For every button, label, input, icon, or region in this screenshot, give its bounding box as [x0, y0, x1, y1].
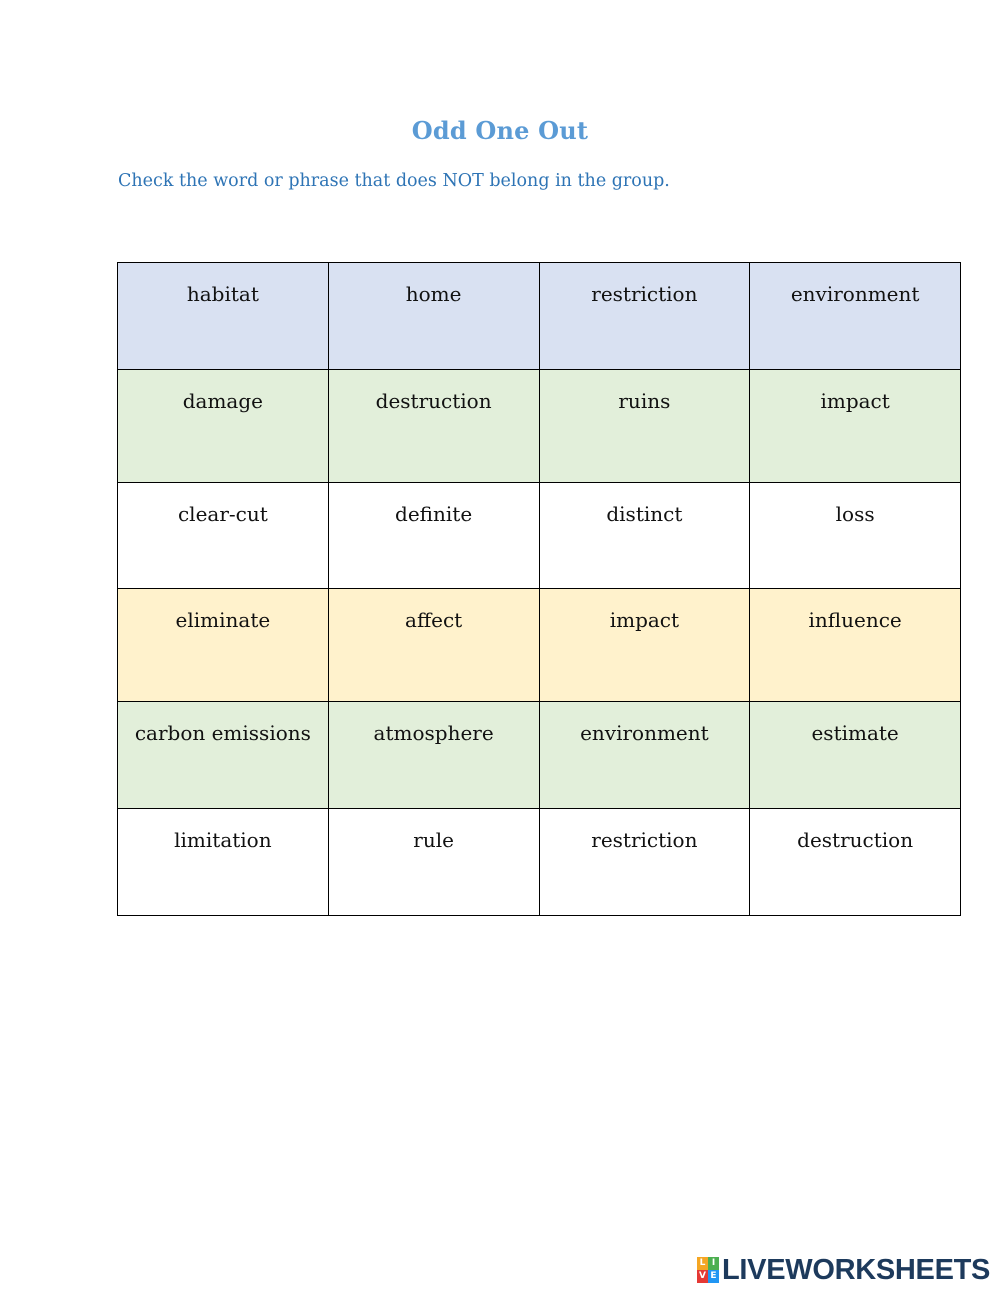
- word-option[interactable]: influence: [750, 589, 961, 702]
- table-row: [118, 370, 961, 483]
- word-option[interactable]: loss: [750, 483, 961, 589]
- logo-mark-letter: L: [697, 1257, 708, 1270]
- table-row: [118, 589, 961, 702]
- logo-mark-letter: I: [708, 1257, 719, 1270]
- word-option[interactable]: impact: [750, 370, 961, 483]
- word-option[interactable]: limitation: [118, 809, 329, 916]
- word-option[interactable]: estimate: [750, 702, 961, 809]
- word-option[interactable]: impact: [539, 589, 750, 702]
- table-row: [118, 809, 961, 916]
- odd-one-out-table: [117, 262, 961, 916]
- word-option[interactable]: clear-cut: [118, 483, 329, 589]
- table-row: [118, 263, 961, 370]
- liveworksheets-logo-icon: [697, 1257, 719, 1283]
- word-option[interactable]: carbon emissions: [118, 702, 329, 809]
- word-option[interactable]: ruins: [539, 370, 750, 483]
- word-option[interactable]: definite: [328, 483, 539, 589]
- word-option[interactable]: damage: [118, 370, 329, 483]
- word-option[interactable]: affect: [328, 589, 539, 702]
- word-option[interactable]: home: [328, 263, 539, 370]
- word-option[interactable]: environment: [539, 702, 750, 809]
- word-option[interactable]: restriction: [539, 263, 750, 370]
- liveworksheets-logo: [697, 1254, 990, 1286]
- page-title: Odd One Out: [411, 116, 589, 145]
- word-option[interactable]: environment: [750, 263, 961, 370]
- word-option[interactable]: destruction: [750, 809, 961, 916]
- word-option[interactable]: destruction: [328, 370, 539, 483]
- word-option[interactable]: habitat: [118, 263, 329, 370]
- table-row: [118, 483, 961, 589]
- logo-mark-letter: V: [697, 1270, 708, 1283]
- table-row: [118, 702, 961, 809]
- logo-mark-letter: E: [708, 1270, 719, 1283]
- instruction-text: Check the word or phrase that does NOT belong in the group.: [118, 171, 670, 191]
- logo-text: LIVEWORKSHEETS: [722, 1253, 991, 1286]
- word-option[interactable]: distinct: [539, 483, 750, 589]
- word-option[interactable]: atmosphere: [328, 702, 539, 809]
- word-option[interactable]: rule: [328, 809, 539, 916]
- word-option[interactable]: restriction: [539, 809, 750, 916]
- word-option[interactable]: eliminate: [118, 589, 329, 702]
